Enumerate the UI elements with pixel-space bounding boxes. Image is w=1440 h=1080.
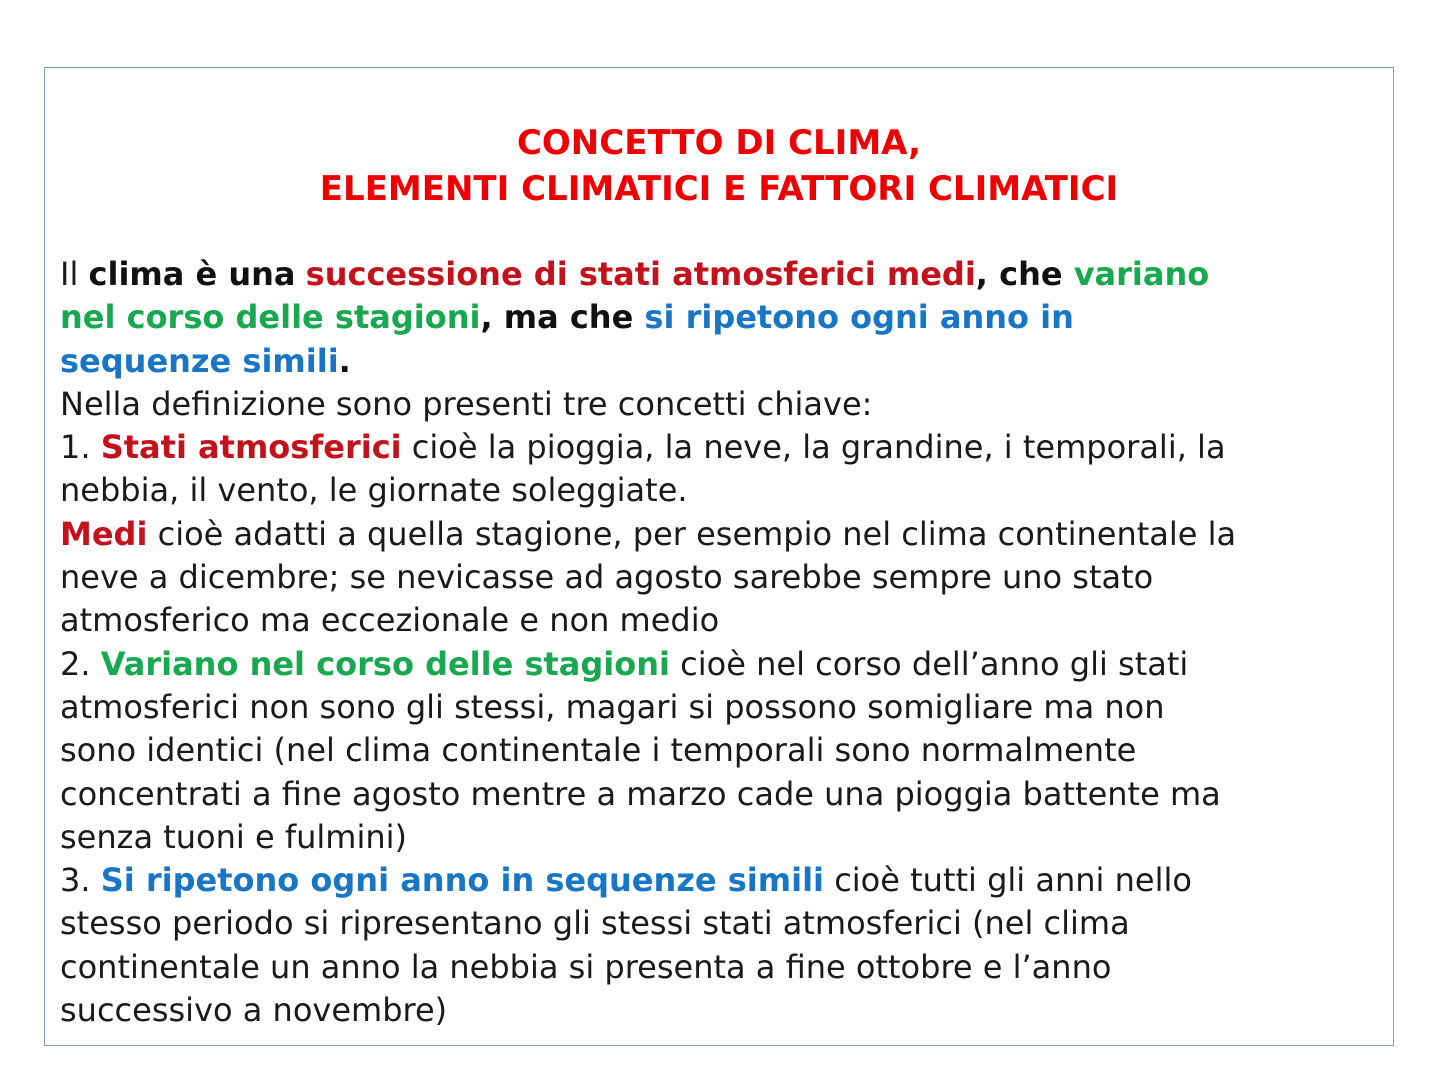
text-line bbox=[60, 253, 1390, 296]
highlight-red: Stati atmosferici bbox=[100, 428, 402, 467]
title-line-1: CONCETTO DI CLIMA, bbox=[516, 123, 922, 163]
text-line bbox=[60, 643, 1390, 686]
text-run: , che bbox=[975, 255, 1074, 293]
list-number: 2. bbox=[60, 644, 101, 683]
page-title bbox=[45, 120, 1393, 212]
text-line: nebbia, il vento, le giornate soleggiate. bbox=[60, 471, 688, 510]
body-text bbox=[60, 253, 1390, 1032]
text-line bbox=[60, 296, 1390, 339]
text-line bbox=[60, 513, 1390, 556]
text-line: sono identici (nel clima continentale i temporali sono normalmente bbox=[60, 731, 1137, 770]
list-number: 3. bbox=[60, 861, 101, 900]
text-run: cioè tutti gli anni nello bbox=[824, 861, 1192, 900]
text-run: cioè adatti a quella stagione, per esempio nel clima continentale la bbox=[147, 514, 1237, 553]
text-run: clima è una bbox=[88, 255, 296, 293]
highlight-blue: sequenze simili bbox=[60, 341, 339, 380]
text-line bbox=[60, 426, 1390, 469]
title-line-2: ELEMENTI CLIMATICI E FATTORI CLIMATICI bbox=[319, 169, 1119, 209]
text-line: stesso periodo si ripresentano gli stessi stati atmosferici (nel clima bbox=[60, 904, 1130, 943]
list-number: 1. bbox=[60, 428, 101, 467]
text-run: Il bbox=[60, 255, 89, 293]
text-run: cioè nel corso dell’anno gli stati bbox=[670, 644, 1189, 683]
text-run: cioè la pioggia, la neve, la grandine, i temporali, la bbox=[401, 428, 1226, 467]
text-line: atmosferici non sono gli stessi, magari si possono somigliare ma non bbox=[60, 687, 1165, 726]
highlight-green: variano bbox=[1073, 255, 1210, 293]
text-line: concentrati a fine agosto mentre a marzo cade una pioggia battente ma bbox=[60, 774, 1221, 813]
highlight-blue: Si ripetono ogni anno in sequenze simili bbox=[100, 861, 825, 900]
slide-frame bbox=[44, 67, 1394, 1046]
highlight-green: Variano nel corso delle stagioni bbox=[100, 644, 670, 683]
text-line bbox=[60, 859, 1390, 902]
highlight-red: successione di stati atmosferici medi bbox=[305, 255, 976, 293]
text-line: Nella definizione sono presenti tre concetti chiave: bbox=[60, 384, 873, 423]
text-line: atmosferico ma eccezionale e non medio bbox=[60, 601, 720, 640]
text-line: continentale un anno la nebbia si presenta a fine ottobre e l’anno bbox=[60, 947, 1112, 986]
highlight-green: nel corso delle stagioni bbox=[60, 298, 481, 337]
highlight-red: Medi bbox=[60, 514, 148, 553]
text-run bbox=[295, 255, 305, 293]
text-run: , ma che bbox=[480, 298, 645, 337]
text-line bbox=[60, 340, 1390, 383]
highlight-blue: si ripetono ogni anno in bbox=[644, 298, 1074, 337]
text-line: senza tuoni e fulmini) bbox=[60, 817, 407, 856]
text-line: neve a dicembre; se nevicasse ad agosto sarebbe sempre uno stato bbox=[60, 558, 1154, 597]
text-line: successivo a novembre) bbox=[60, 991, 448, 1030]
text-run: . bbox=[338, 341, 351, 380]
